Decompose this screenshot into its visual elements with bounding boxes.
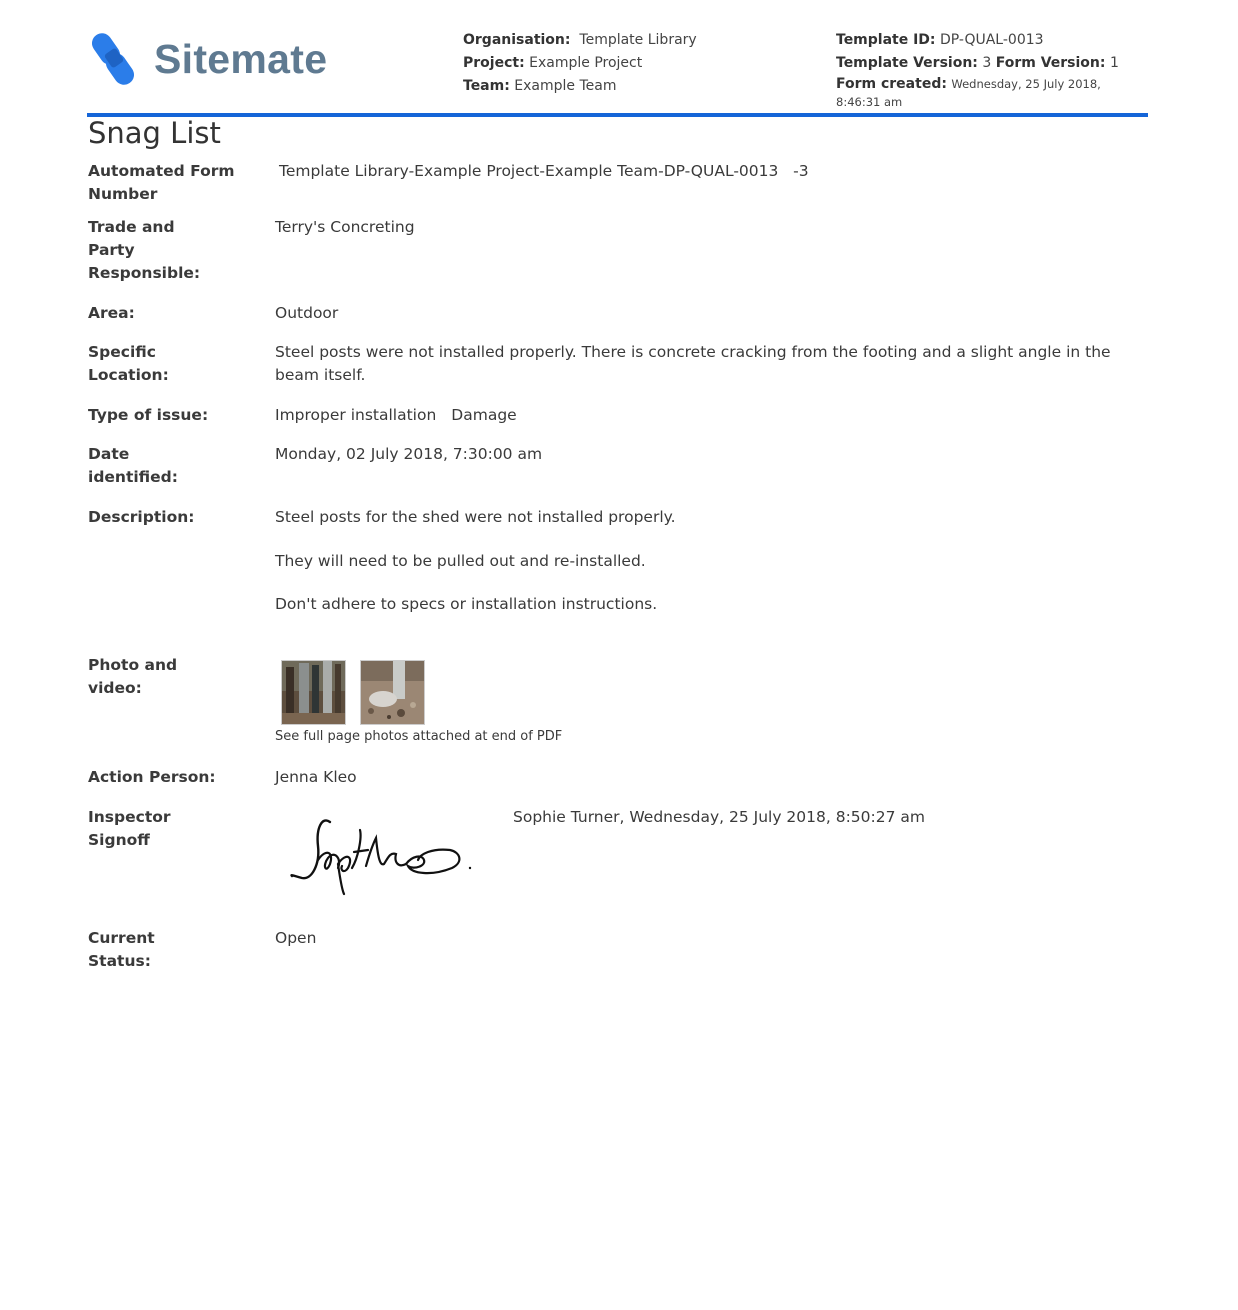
template-id-value: DP-QUAL-0013 xyxy=(939,32,1044,48)
form-number-suffix: -3 xyxy=(793,162,809,180)
form-number-label: Automated Form Number xyxy=(88,162,235,203)
form-meta-template xyxy=(836,29,1146,111)
organisation-value: Template Library xyxy=(579,32,697,48)
issue-type-values xyxy=(275,404,1135,427)
action-person-label: Action Person: xyxy=(88,768,216,786)
photo-thumbnail[interactable] xyxy=(281,660,346,725)
project-value: Example Project xyxy=(529,55,643,71)
project-line: Project: Example Project xyxy=(463,55,643,71)
inspector-label: Inspector Signoff xyxy=(88,808,171,849)
photos-caption: See full page photos attached at end of PDF xyxy=(275,729,563,744)
issue-type-tag: Damage xyxy=(451,406,517,424)
form-version-value: 1 xyxy=(1109,55,1119,71)
description-paragraph: Don't adhere to specs or installation instructions. xyxy=(275,595,658,613)
date-identified-value: Monday, 02 July 2018, 7:30:00 am xyxy=(275,445,543,463)
form-created-line: Form created: Wednesday, 25 July 2018, 8:46:31 am xyxy=(836,76,1101,109)
date-identified-label: Date identified: xyxy=(88,445,178,486)
description-label: Description: xyxy=(88,508,195,526)
team-value: Example Team xyxy=(514,78,617,94)
issue-type-label: Type of issue: xyxy=(88,406,209,424)
signature-image xyxy=(282,808,482,903)
photo-image xyxy=(282,661,345,724)
organisation-line: Organisation: Template Library xyxy=(463,32,697,48)
photo-image xyxy=(361,661,424,724)
status-label: Current Status: xyxy=(88,929,155,970)
team-line: Team: Example Team xyxy=(463,78,617,94)
sitemate-logo-icon xyxy=(90,30,138,88)
issue-type-tag: Improper installation xyxy=(275,406,437,424)
description-paragraph: They will need to be pulled out and re-installed. xyxy=(275,552,646,570)
version-line: Template Version: 3 Form Version: 1 xyxy=(836,55,1119,71)
template-id-line: Template ID: DP-QUAL-0013 xyxy=(836,32,1044,48)
photos-label: Photo and video: xyxy=(88,656,178,697)
inspector-signoff-value: Sophie Turner, Wednesday, 25 July 2018, 8:50:27 am xyxy=(513,808,925,826)
status-value: Open xyxy=(275,929,317,947)
form-number-value: Template Library-Example Project-Example Team-DP-QUAL-0013 -3 xyxy=(279,162,809,180)
location-value: Steel posts were not installed properly. There is concrete cracking from the footing and a slight angle in the beam itself. xyxy=(275,343,1111,384)
page-title: Snag List xyxy=(88,116,221,150)
area-label: Area: xyxy=(88,304,135,322)
form-created-value: Wednesday, 25 July 2018, 8:46:31 am xyxy=(836,77,1101,109)
area-value: Outdoor xyxy=(275,304,339,322)
form-meta-organisation xyxy=(463,29,697,98)
photo-thumbnail[interactable] xyxy=(360,660,425,725)
trade-label: Trade and Party Responsible: xyxy=(88,218,201,282)
sitemate-logo xyxy=(90,30,327,88)
trade-value: Terry's Concreting xyxy=(275,218,415,236)
template-version-value: 3 xyxy=(982,55,992,71)
location-label: Specific Location: xyxy=(88,343,169,384)
description-paragraph: Steel posts for the shed were not installed properly. xyxy=(275,508,676,526)
action-person-value: Jenna Kleo xyxy=(275,768,357,786)
brand-name: Sitemate xyxy=(154,35,328,82)
header-divider xyxy=(87,113,1148,117)
document-header xyxy=(0,0,1238,120)
